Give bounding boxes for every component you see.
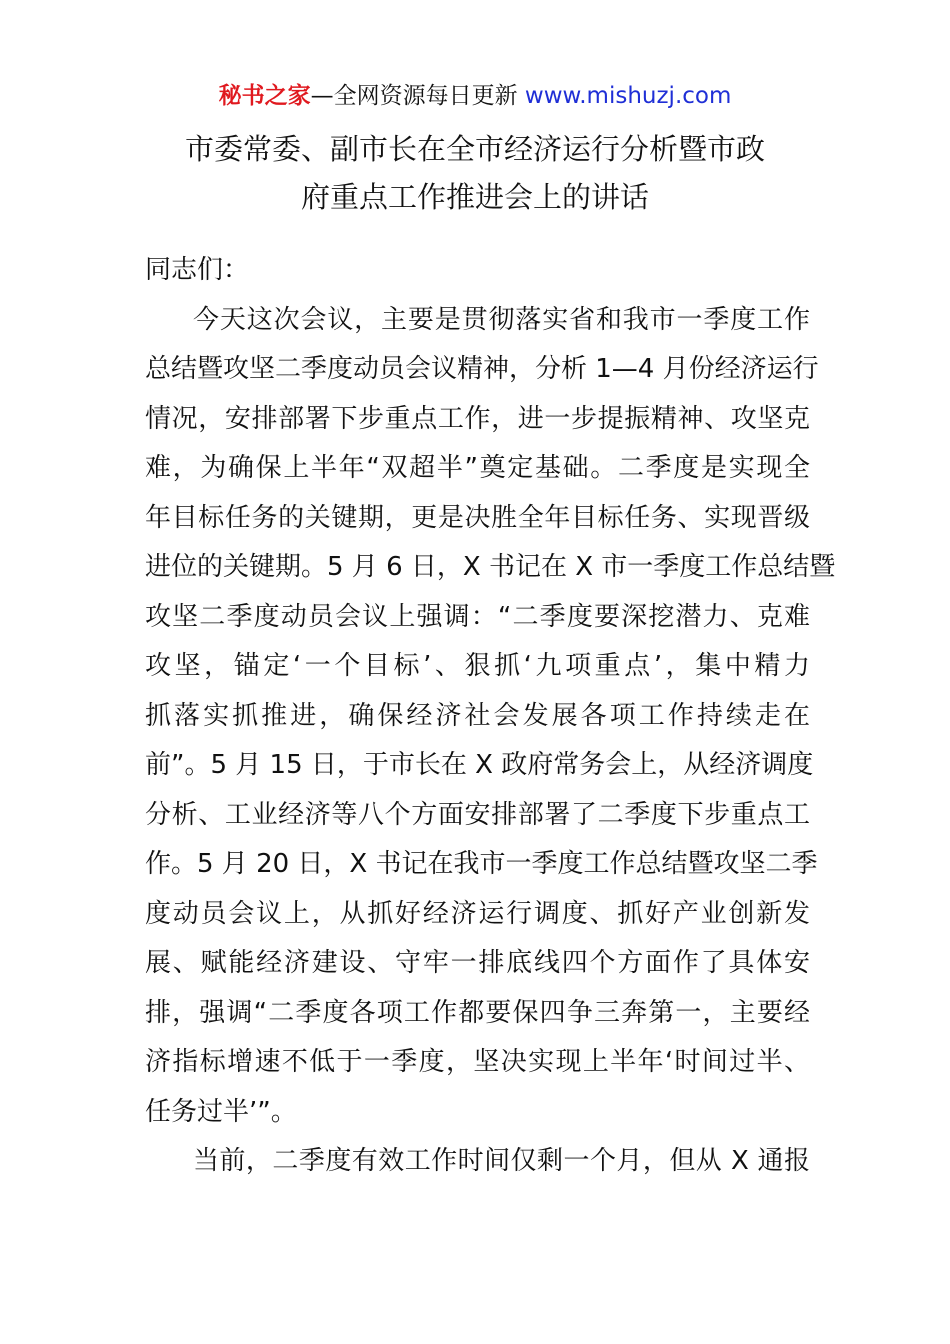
paragraph-line: 分析、工业经济等八个方面安排部署了二季度下步重点工 — [145, 799, 810, 830]
paragraph-line: 排，强调“二季度各项工作都要保四争三奔第一，主要经 — [145, 997, 810, 1028]
paragraph-line: 任务过半’”。 — [145, 1096, 297, 1127]
paragraph-line: 展、赋能经济建设、守牢一排底线四个方面作了具体安 — [145, 948, 810, 978]
paragraph-line: 攻坚，锚定‘一个目标’、狠抓‘九项重点’，集中精力 — [145, 651, 810, 681]
title-line-1: 市委常委、副市长在全市经济运行分析暨市政 — [184, 132, 765, 166]
document-body — [145, 246, 836, 1187]
title-line-2: 府重点工作推进会上的讲话 — [300, 180, 649, 214]
paragraph-line: 年目标任务的关键期，更是决胜全年目标任务、实现晋级 — [145, 502, 810, 533]
paragraph-line: 作。5 月 20 日，X 书记在我市一季度工作总结暨攻坚二季 — [145, 849, 818, 879]
paragraph-line: 济指标增速不低于一季度，坚决实现上半年‘时间过半、 — [145, 1047, 810, 1077]
paragraph-line: 抓落实抓推进，确保经济社会发展各项工作持续走在 — [145, 700, 810, 731]
paragraph-1 — [145, 296, 836, 1138]
paragraph-line: 前”。5 月 15 日，于市长在 X 政府常务会上，从经济调度 — [145, 750, 814, 780]
paragraph-line: 攻坚二季度动员会议上强调：“二季度要深挖潜力、克难 — [145, 601, 810, 632]
document-title — [100, 125, 850, 221]
banner-url-link[interactable]: www.mishuzj.com — [524, 83, 732, 109]
paragraph-line: 今天这次会议，主要是贯彻落实省和我市一季度工作 — [193, 304, 810, 335]
paragraph-line: 总结暨攻坚二季度动员会议精神，分析 1—4 月份经济运行 — [145, 354, 819, 384]
site-banner — [0, 80, 950, 112]
paragraph-line: 度动员会议上，从抓好经济运行调度、抓好产业创新发 — [145, 898, 810, 929]
paragraph-line: 进位的关键期。5 月 6 日，X 书记在 X 市一季度工作总结暨 — [145, 552, 836, 582]
paragraph-line: 当前，二季度有效工作时间仅剩一个月，但从 X 通报 — [193, 1146, 810, 1176]
paragraph-2 — [145, 1137, 810, 1187]
banner-tagline: —全网资源每日更新 — [310, 83, 525, 109]
banner-brand: 秘书之家 — [218, 83, 311, 109]
paragraph-line: 难，为确保上半年“双超半”奠定基础。二季度是实现全 — [145, 453, 810, 483]
paragraph-line: 情况，安排部署下步重点工作，进一步提振精神、攻坚克 — [145, 403, 810, 434]
salutation: 同志们： — [145, 255, 250, 285]
